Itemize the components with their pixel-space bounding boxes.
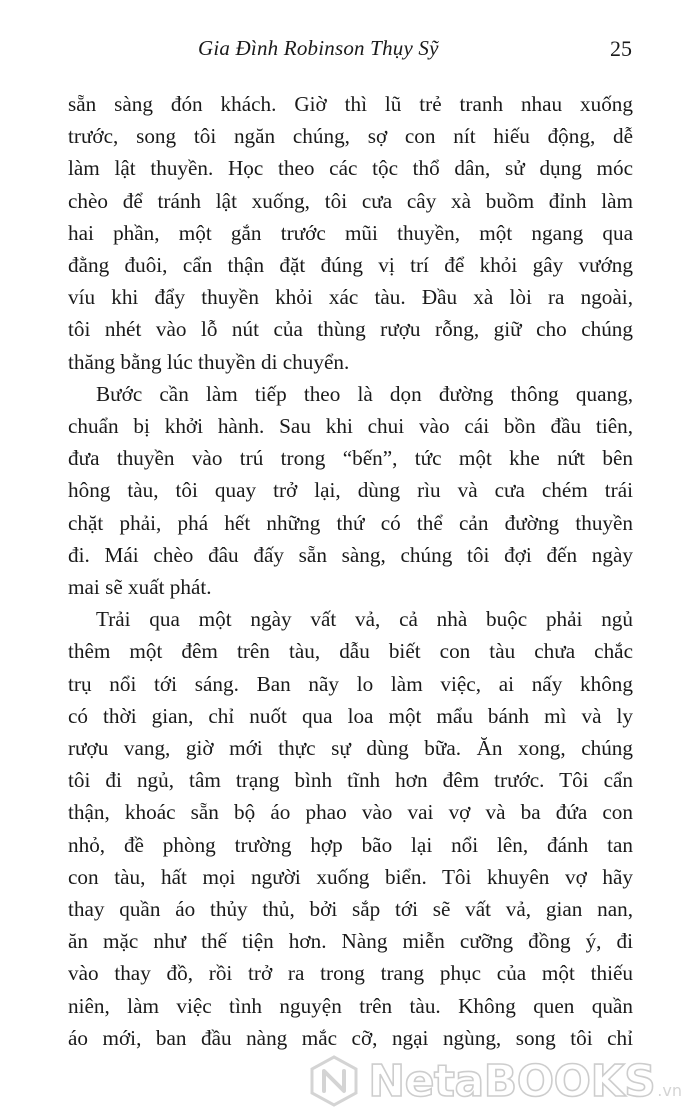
text-line: víu khi đẩy thuyền khỏi xác tàu. Đầu xà lòi ra ngoài, bbox=[68, 285, 633, 310]
text-line: mai sẽ xuất phát. bbox=[68, 575, 212, 600]
text-line: thay quần áo thủy thủ, bởi sắp tới sẽ vất vả, gian nan, bbox=[68, 897, 633, 922]
text-line: đằng đuôi, cẩn thận đặt đúng vị trí để khỏi gây vướng bbox=[68, 253, 633, 278]
running-title: Gia Đình Robinson Thụy Sỹ bbox=[198, 36, 439, 60]
text-line: nhỏ, đề phòng trường hợp bão lại nổi lên, đánh tan bbox=[68, 832, 633, 857]
text-line: thăng bằng lúc thuyền di chuyển. bbox=[68, 349, 350, 374]
paragraph bbox=[68, 378, 633, 603]
text-line: tôi nhét vào lỗ nút của thùng rượu rỗng, giữ cho chúng bbox=[68, 317, 633, 342]
paragraph bbox=[68, 88, 633, 378]
text-line: chèo để tránh lật xuống, tôi cưa cây xà buồm đỉnh làm bbox=[68, 188, 633, 213]
watermark-brand: NetaBOOKS bbox=[368, 1055, 656, 1107]
page-header bbox=[96, 36, 632, 66]
text-line: tôi đi ngủ, tâm trạng bình tĩnh hơn đêm trước. Tôi cẩn bbox=[68, 768, 633, 793]
publisher-watermark bbox=[308, 1050, 682, 1112]
text-line: đi. Mái chèo đâu đấy sẵn sàng, chúng tôi đợi đến ngày bbox=[68, 542, 633, 567]
text-line: chuẩn bị khởi hành. Sau khi chui vào cái bồn đầu tiên, bbox=[68, 414, 633, 439]
text-line: hông tàu, tôi quay trở lại, dùng rìu và cưa chém trái bbox=[68, 478, 633, 503]
paragraph bbox=[68, 603, 633, 1054]
text-line: trước, song tôi ngăn chúng, sợ con nít hiếu động, dễ bbox=[68, 124, 633, 149]
watermark-tld: .vn bbox=[657, 1081, 682, 1100]
text-line: chặt phải, phá hết những thứ có thể cản đường thuyền bbox=[68, 510, 633, 535]
text-line: làm lật thuyền. Học theo các tộc thổ dân, sử dụng móc bbox=[68, 156, 633, 181]
text-line: đưa thuyền vào trú trong “bến”, tức một khe nứt bên bbox=[68, 446, 633, 471]
text-line: hai phần, một gắn trước mũi thuyền, một ngang qua bbox=[68, 220, 633, 245]
text-line: có thời gian, chỉ nuốt qua loa một mẩu bánh mì và ly bbox=[68, 703, 633, 728]
text-line: thêm một đêm trên tàu, dẫu biết con tàu chưa chắc bbox=[68, 639, 633, 664]
page-number: 25 bbox=[610, 36, 632, 61]
text-line: niên, làm việc tình nguyện trên tàu. Không quen quần bbox=[68, 993, 633, 1018]
text-line: ăn mặc như thế tiện hơn. Nàng miễn cưỡng đồng ý, đi bbox=[68, 929, 633, 954]
text-line: vào thay đồ, rồi trở ra trong trang phục của một thiếu bbox=[68, 961, 633, 986]
text-line: sẵn sàng đón khách. Giờ thì lũ trẻ tranh nhau xuống bbox=[68, 92, 633, 116]
text-line: áo mới, ban đầu nàng mắc cỡ, ngại ngùng, song tôi chỉ bbox=[68, 1025, 633, 1050]
neta-n-logo-icon bbox=[308, 1055, 360, 1107]
text-line: Trải qua một ngày vất vả, cả nhà buộc phải ngủ bbox=[96, 607, 633, 632]
text-line: con tàu, hất mọi người xuống biển. Tôi khuyên vợ hãy bbox=[68, 864, 633, 889]
text-line: thận, khoác sẵn bộ áo phao vào vai vợ và ba đứa con bbox=[68, 800, 633, 825]
text-line: Bước cần làm tiếp theo là dọn đường thông quang, bbox=[96, 381, 633, 406]
text-line: rượu vang, giờ mới thực sự dùng bữa. Ăn xong, chúng bbox=[68, 736, 633, 761]
text-line: trụ nổi tới sáng. Ban nãy lo làm việc, ai nấy không bbox=[68, 671, 633, 696]
body-text bbox=[68, 88, 633, 1054]
